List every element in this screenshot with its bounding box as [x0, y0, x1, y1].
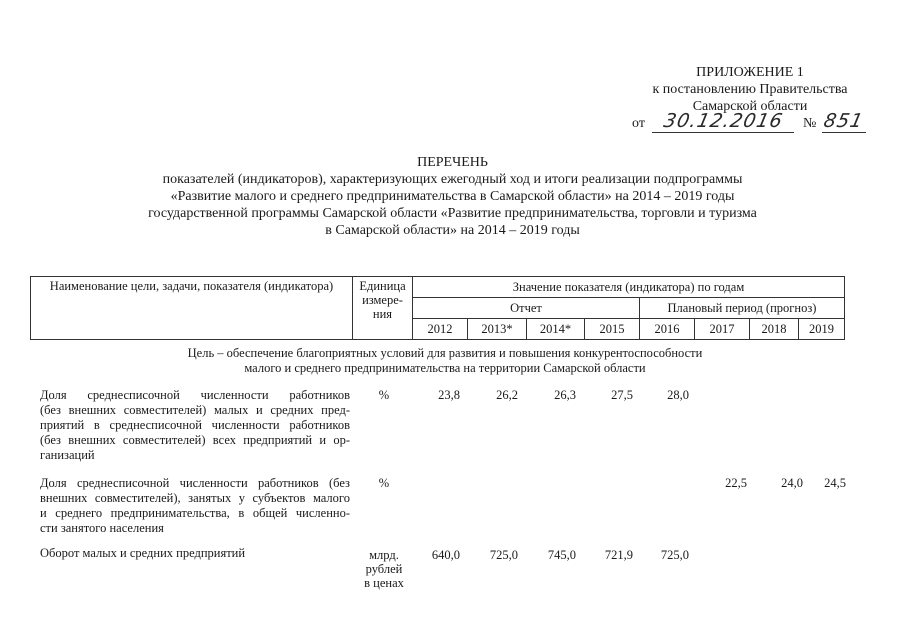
indicator-value: 745,0	[547, 548, 576, 562]
unit-header-line: Единица	[359, 279, 406, 293]
handwritten-date: 30.12.2016	[661, 110, 785, 132]
indicator-value: 23,8	[438, 388, 460, 402]
year-header: 2017	[695, 319, 750, 340]
indicator-name-line: Оборот малых и средних предприятий	[40, 546, 246, 560]
indicator-unit: %	[378, 476, 390, 490]
number-field	[822, 110, 866, 133]
indicator-unit	[354, 548, 414, 590]
indicators-table-header	[30, 276, 845, 340]
title-line: «Развитие малого и среднего предпринимательства в Самарской области» на 2014 – 2019 годы	[170, 189, 735, 204]
indicator-name-line: сти занятого населения	[40, 521, 164, 535]
plan-group-header: Плановый период (прогноз)	[640, 298, 845, 319]
report-group-header: Отчет	[413, 298, 640, 319]
indicator-value: 725,0	[660, 548, 689, 562]
indicator-value: 26,2	[496, 388, 518, 402]
indicator-value: 721,9	[604, 548, 633, 562]
title-line: государственной программы Самарской области «Развитие предпринимательства, торговли и туризма	[148, 206, 757, 221]
year-header: 2015	[585, 319, 640, 340]
document-title	[0, 154, 905, 239]
date-field	[652, 110, 794, 133]
indicator-unit: %	[378, 388, 390, 402]
goal-statement	[120, 346, 770, 376]
indicator-name-line: внешних совместителей), занятых у субъектов малого	[40, 491, 350, 505]
unit-line: рублей	[365, 562, 403, 576]
indicator-value: 24,5	[824, 476, 846, 490]
year-header: 2016	[640, 319, 695, 340]
appendix-header	[600, 64, 900, 115]
unit-header-line: измере-	[362, 293, 403, 307]
year-header: 2014*	[527, 319, 585, 340]
column-unit-header	[353, 277, 413, 340]
unit-header-line: ния	[372, 307, 393, 321]
year-header: 2019	[799, 319, 845, 340]
year-header: 2018	[750, 319, 799, 340]
number-prefix: №	[803, 116, 817, 131]
indicator-name-line: (без внешних совместителей) всех предприятий и ор-	[40, 433, 350, 447]
indicator-value: 26,3	[554, 388, 576, 402]
indicator-name	[40, 476, 350, 536]
indicator-value: 27,5	[611, 388, 633, 402]
indicator-value: 24,0	[781, 476, 803, 490]
indicator-name-line: Доля среднесписочной численности работников (без	[40, 476, 350, 490]
date-prefix: от	[632, 116, 645, 131]
goal-line: Цель – обеспечение благоприятных условий для развития и повышения конкурентоспособности	[187, 346, 703, 360]
year-header: 2012	[413, 319, 468, 340]
title-heading: ПЕРЕЧЕНЬ	[417, 155, 488, 170]
title-line: показателей (индикаторов), характеризующих ежегодный ход и итоги реализации подпрограммы	[162, 172, 743, 187]
year-header: 2013*	[468, 319, 527, 340]
column-values-header: Значение показателя (индикатора) по годам	[413, 277, 845, 298]
indicator-name	[40, 388, 350, 463]
goal-line: малого и среднего предпринимательства на территории Самарской области	[244, 361, 646, 375]
indicator-name-line: Доля среднесписочной численности работников	[40, 388, 350, 402]
indicator-name-line: и среднего предпринимательства, в общей численно-	[40, 506, 350, 520]
appendix-region: Самарской области	[692, 99, 808, 114]
indicator-value: 640,0	[431, 548, 460, 562]
column-name-header: Наименование цели, задачи, показателя (индикатора)	[31, 277, 353, 340]
unit-line: млрд.	[369, 548, 399, 562]
title-line: в Самарской области» на 2014 – 2019 годы	[325, 223, 580, 238]
indicator-value: 28,0	[667, 388, 689, 402]
handwritten-number: 851	[822, 110, 866, 132]
indicator-name-line: ганизаций	[40, 448, 95, 462]
appendix-resolution: к постановлению Правительства	[652, 82, 848, 97]
indicator-name-line: (без внешних совместителей) малых и средних пред-	[40, 403, 350, 417]
unit-line: в ценах	[364, 576, 404, 590]
appendix-title: ПРИЛОЖЕНИЕ 1	[696, 65, 804, 80]
indicator-value: 22,5	[725, 476, 747, 490]
indicator-value: 725,0	[489, 548, 518, 562]
indicator-name	[40, 546, 350, 561]
indicator-name-line: приятий в среднесписочной численности работников	[40, 418, 350, 432]
